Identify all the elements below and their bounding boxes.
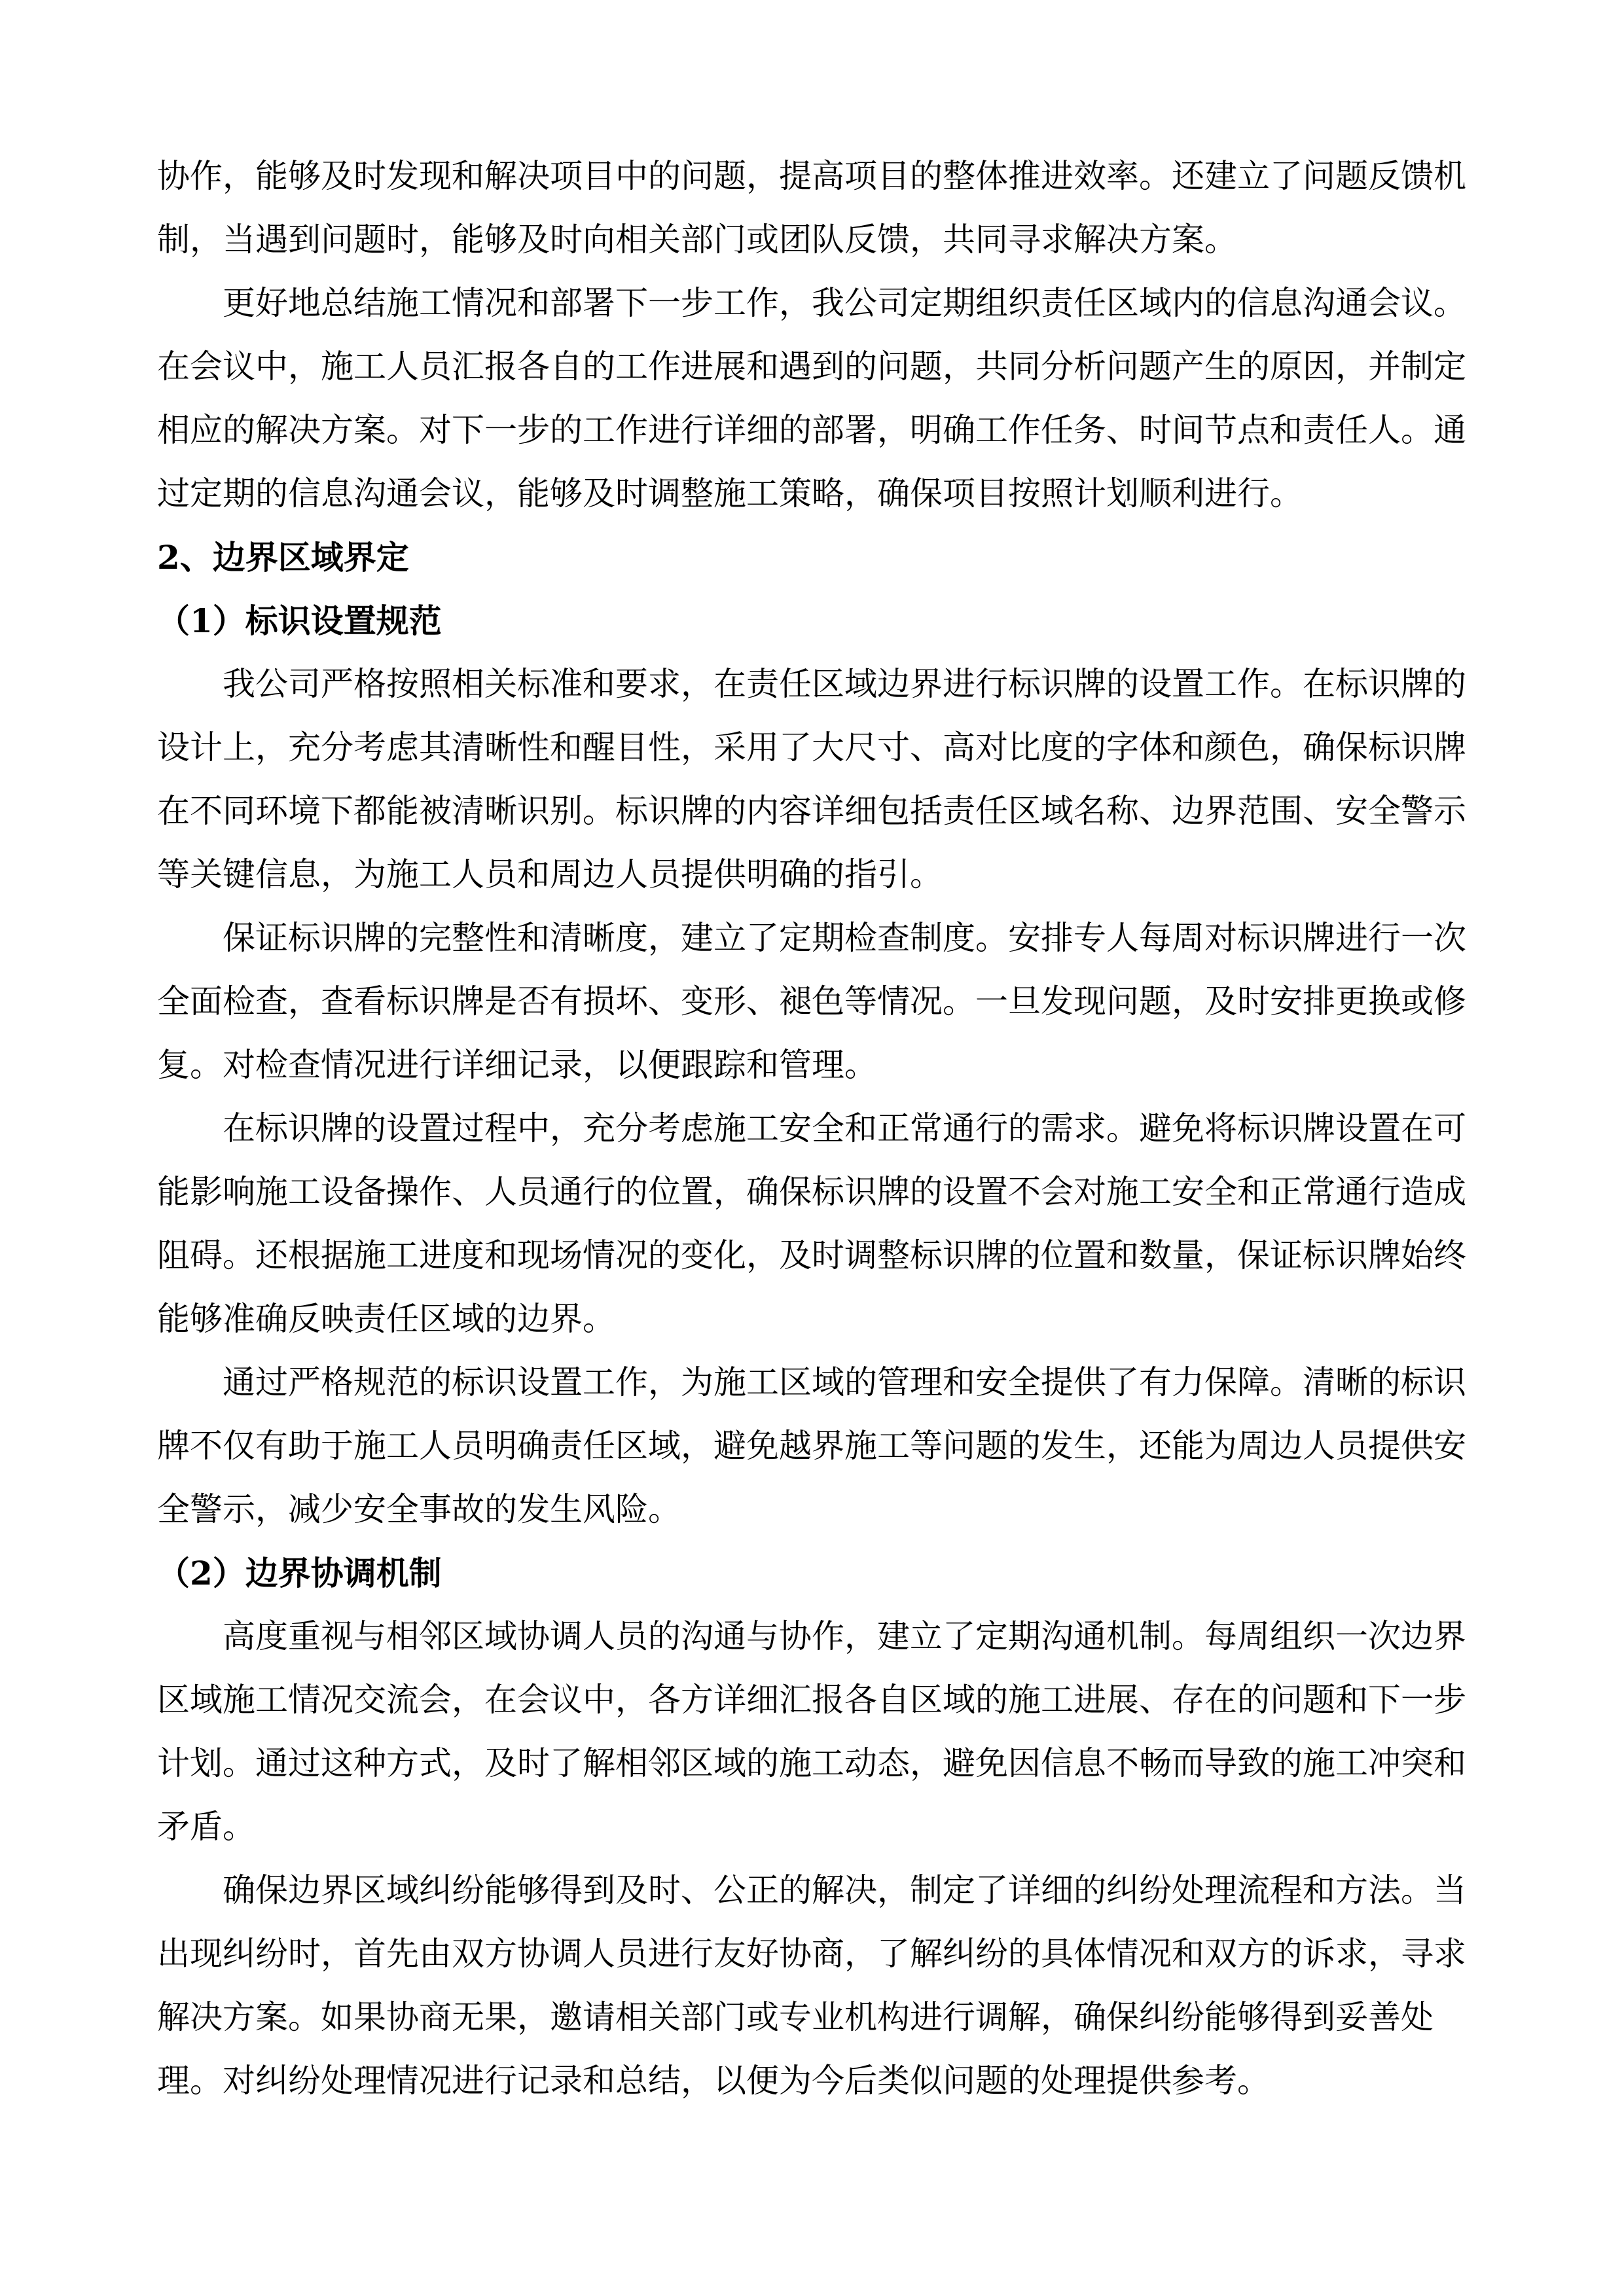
text-line: 复。对检查情况进行详细记录，以便跟踪和管理。 xyxy=(157,1046,877,1084)
text-line: 确保边界区域纠纷能够得到及时、公正的解决，制定了详细的纠纷处理流程和方法。当 xyxy=(223,1871,1466,1909)
text-line: 能影响施工设备操作、人员通行的位置，确保标识牌的设置不会对施工安全和正常通行造成 xyxy=(157,1173,1466,1211)
text-line: 我公司严格按照相关标准和要求，在责任区域边界进行标识牌的设置工作。在标识牌的 xyxy=(223,665,1466,703)
text-line: 在不同环境下都能被清晰识别。标识牌的内容详细包括责任区域名称、边界范围、安全警示 xyxy=(157,792,1466,830)
paragraph-signage-setup xyxy=(157,653,1473,906)
document-page xyxy=(157,145,1473,2113)
text-line: 解决方案。如果协商无果，邀请相关部门或专业机构进行调解，确保纠纷能够得到妥善处 xyxy=(157,1998,1434,2036)
text-line: 通过严格规范的标识设置工作，为施工区域的管理和安全提供了有力保障。清晰的标识 xyxy=(223,1363,1466,1401)
text-line: 能够准确反映责任区域的边界。 xyxy=(157,1300,615,1338)
text-line: 相应的解决方案。对下一步的工作进行详细的部署，明确工作任务、时间节点和责任人。通 xyxy=(157,411,1466,449)
text-line: 计划。通过这种方式，及时了解相邻区域的施工动态，避免因信息不畅而导致的施工冲突和 xyxy=(157,1744,1466,1782)
text-line: 在会议中，施工人员汇报各自的工作进展和遇到的问题，共同分析问题产生的原因，并制定 xyxy=(157,348,1466,386)
text-line: 高度重视与相邻区域协调人员的沟通与协作，建立了定期沟通机制。每周组织一次边界 xyxy=(223,1617,1466,1655)
paragraph-coordination-meetings xyxy=(157,1605,1473,1859)
text-line: 设计上，充分考虑其清晰性和醒目性，采用了大尺寸、高对比度的字体和颜色，确保标识牌 xyxy=(157,728,1466,766)
subheading-signage-standards: （1）标识设置规范 xyxy=(157,601,442,640)
paragraph-continuation xyxy=(157,145,1473,272)
paragraph-signage-benefits xyxy=(157,1351,1473,1541)
text-line: 全面检查，查看标识牌是否有损坏、变形、褪色等情况。一旦发现问题，及时安排更换或修 xyxy=(157,982,1466,1020)
text-line: 协作，能够及时发现和解决项目中的问题，提高项目的整体推进效率。还建立了问题反馈机 xyxy=(157,157,1466,195)
subheading-boundary-coordination: （2）边界协调机制 xyxy=(157,1554,442,1592)
text-line: 矛盾。 xyxy=(157,1808,255,1846)
text-line: 出现纠纷时，首先由双方协调人员进行友好协商，了解纠纷的具体情况和双方的诉求，寻求 xyxy=(157,1935,1466,1973)
paragraph-signage-inspection xyxy=(157,906,1473,1097)
text-line: 制，当遇到问题时，能够及时向相关部门或团队反馈，共同寻求解决方案。 xyxy=(157,221,1237,259)
text-line: 在标识牌的设置过程中，充分考虑施工安全和正常通行的需求。避免将标识牌设置在可 xyxy=(223,1109,1466,1147)
paragraph-dispute-resolution xyxy=(157,1859,1473,2113)
text-line: 牌不仅有助于施工人员明确责任区域，避免越界施工等问题的发生，还能为周边人员提供安 xyxy=(157,1427,1466,1465)
text-line: 全警示，减少安全事故的发生风险。 xyxy=(157,1490,681,1528)
paragraph-info-meeting xyxy=(157,272,1473,526)
paragraph-signage-placement xyxy=(157,1097,1473,1351)
text-line: 更好地总结施工情况和部署下一步工作，我公司定期组织责任区域内的信息沟通会议。 xyxy=(223,284,1466,322)
text-line: 保证标识牌的完整性和清晰度，建立了定期检查制度。安排专人每周对标识牌进行一次 xyxy=(223,919,1466,957)
text-line: 过定期的信息沟通会议，能够及时调整施工策略，确保项目按照计划顺利进行。 xyxy=(157,475,1303,512)
text-line: 等关键信息，为施工人员和周边人员提供明确的指引。 xyxy=(157,855,943,893)
section-heading-boundary-definition: 2、边界区域界定 xyxy=(157,538,409,577)
text-line: 理。对纠纷处理情况进行记录和总结，以便为今后类似问题的处理提供参考。 xyxy=(157,2062,1270,2100)
text-line: 阻碍。还根据施工进度和现场情况的变化，及时调整标识牌的位置和数量，保证标识牌始终 xyxy=(157,1236,1466,1274)
text-line: 区域施工情况交流会，在会议中，各方详细汇报各自区域的施工进展、存在的问题和下一步 xyxy=(157,1681,1466,1719)
